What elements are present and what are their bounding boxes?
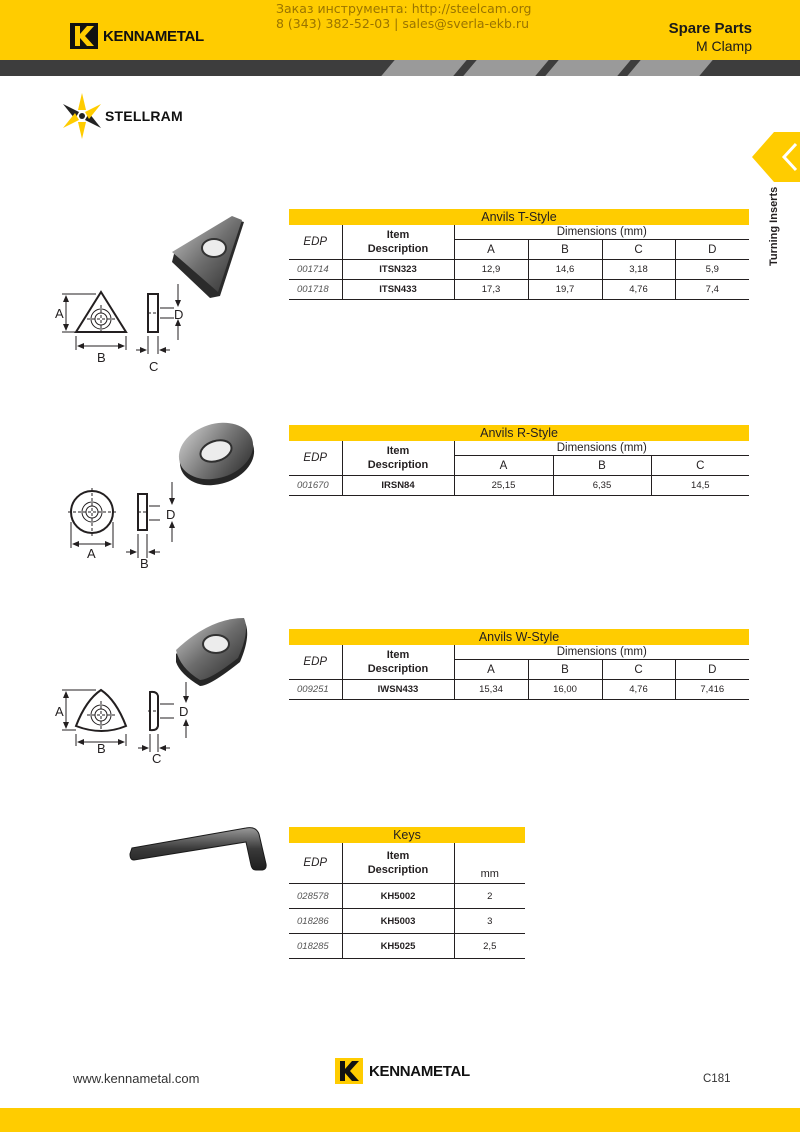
edp-cell: 018286: [289, 909, 342, 934]
w-style-anvil-image: [170, 614, 254, 690]
contact-phone-email[interactable]: 8 (343) 382-52-03 | sales@sverla-ekb.ru: [276, 16, 529, 31]
keys-table: [289, 827, 525, 959]
edp-cell: 001718: [289, 280, 342, 300]
dimensions-header: Dimensions (mm): [454, 645, 749, 660]
table-row: [289, 280, 749, 300]
value-cell: 7,4: [675, 280, 749, 300]
kennametal-logo[interactable]: [70, 23, 204, 49]
edp-header: EDP: [289, 441, 342, 476]
table-row: [289, 680, 749, 700]
svg-text:C: C: [149, 359, 159, 374]
r-style-dimension-drawing: [60, 482, 190, 572]
table-row: [289, 934, 525, 959]
hex-key-image: [128, 816, 272, 874]
item-description-header: Item Description: [342, 843, 454, 884]
edp-cell: 001670: [289, 476, 342, 496]
svg-text:C: C: [152, 751, 162, 766]
item-description-header: Item Description: [342, 225, 454, 260]
edp-cell: 001714: [289, 260, 342, 280]
edp-cell: 018285: [289, 934, 342, 959]
col-header-b: B: [553, 456, 651, 476]
unit-header: mm: [454, 843, 525, 884]
value-cell: 17,3: [454, 280, 528, 300]
col-header-a: A: [454, 456, 553, 476]
value-cell: 14,5: [651, 476, 749, 496]
edp-header: EDP: [289, 645, 342, 680]
value-cell: 7,416: [675, 680, 749, 700]
col-header-b: B: [528, 240, 602, 260]
value-cell: 19,7: [528, 280, 602, 300]
item-cell: KH5003: [342, 909, 454, 934]
svg-text:A: A: [55, 704, 64, 719]
w-style-caption: Anvils W-Style: [289, 629, 749, 645]
item-cell: KH5002: [342, 884, 454, 909]
kennametal-k-icon: [70, 23, 98, 49]
value-cell: 5,9: [675, 260, 749, 280]
svg-text:B: B: [97, 741, 106, 756]
value-cell: 4,76: [602, 680, 675, 700]
col-header-d: D: [675, 240, 749, 260]
keys-caption: Keys: [289, 827, 525, 843]
svg-text:A: A: [87, 546, 96, 561]
edp-header: EDP: [289, 225, 342, 260]
r-style-caption: Anvils R-Style: [289, 425, 749, 441]
side-tab-arrow[interactable]: [752, 132, 800, 182]
svg-text:D: D: [179, 704, 189, 719]
kennametal-k-icon: [334, 1058, 364, 1084]
col-header-b: B: [528, 660, 602, 680]
dimensions-header: Dimensions (mm): [454, 441, 749, 456]
page-title: Spare Parts: [668, 20, 752, 37]
value-cell: 12,9: [454, 260, 528, 280]
item-description-header: Item Description: [342, 645, 454, 680]
svg-text:A: A: [55, 306, 64, 321]
stellram-star-icon: [62, 92, 102, 140]
page-subtitle: M Clamp: [695, 38, 752, 54]
page-number: C181: [703, 1073, 731, 1085]
svg-text:D: D: [166, 507, 176, 522]
t-style-caption: Anvils T-Style: [289, 209, 749, 225]
table-row: [289, 260, 749, 280]
item-cell: ITSN323: [342, 260, 454, 280]
table-row: [289, 884, 525, 909]
item-cell: ITSN433: [342, 280, 454, 300]
edp-header: EDP: [289, 843, 342, 884]
edp-cell: 009251: [289, 680, 342, 700]
w-style-dimension-drawing: [50, 682, 200, 772]
stellram-logo: [62, 92, 183, 140]
footer-bar: [0, 1108, 800, 1132]
value-cell: 2: [454, 884, 525, 909]
value-cell: 15,34: [454, 680, 528, 700]
table-row: [289, 476, 749, 496]
value-cell: 4,76: [602, 280, 675, 300]
svg-text:Turning Inserts: Turning Inserts: [768, 186, 780, 266]
stellram-wordmark: STELLRAM: [105, 108, 183, 124]
col-header-c: C: [602, 660, 675, 680]
item-cell: IRSN84: [342, 476, 454, 496]
value-cell: 6,35: [553, 476, 651, 496]
side-tab-label: [752, 186, 792, 266]
header-stripe: [0, 60, 800, 76]
t-style-table: [289, 209, 749, 300]
item-cell: IWSN433: [342, 680, 454, 700]
footer-url[interactable]: www.kennametal.com: [73, 1071, 200, 1086]
col-header-d: D: [675, 660, 749, 680]
item-description-header: Item Description: [342, 441, 454, 476]
w-style-table: [289, 629, 749, 700]
footer-kennametal-logo[interactable]: [334, 1058, 470, 1084]
r-style-table: [289, 425, 749, 496]
r-style-anvil-image: [172, 413, 260, 491]
dimensions-header: Dimensions (mm): [454, 225, 749, 240]
value-cell: 3: [454, 909, 525, 934]
value-cell: 2,5: [454, 934, 525, 959]
item-cell: KH5025: [342, 934, 454, 959]
value-cell: 16,00: [528, 680, 602, 700]
edp-cell: 028578: [289, 884, 342, 909]
col-header-a: A: [454, 240, 528, 260]
value-cell: 3,18: [602, 260, 675, 280]
col-header-c: C: [602, 240, 675, 260]
contact-info: [276, 1, 531, 31]
value-cell: 14,6: [528, 260, 602, 280]
value-cell: 25,15: [454, 476, 553, 496]
col-header-c: C: [651, 456, 749, 476]
svg-text:B: B: [140, 556, 149, 571]
table-row: [289, 909, 525, 934]
col-header-a: A: [454, 660, 528, 680]
svg-text:D: D: [174, 307, 184, 322]
svg-text:B: B: [97, 350, 106, 365]
t-style-dimension-drawing: [50, 284, 200, 374]
kennametal-wordmark: KENNAMETAL: [369, 1062, 470, 1080]
contact-order-link[interactable]: Заказ инструмента: http://steelcam.org: [276, 1, 532, 16]
section-title: [669, 20, 752, 55]
kennametal-wordmark: KENNAMETAL: [103, 27, 204, 45]
